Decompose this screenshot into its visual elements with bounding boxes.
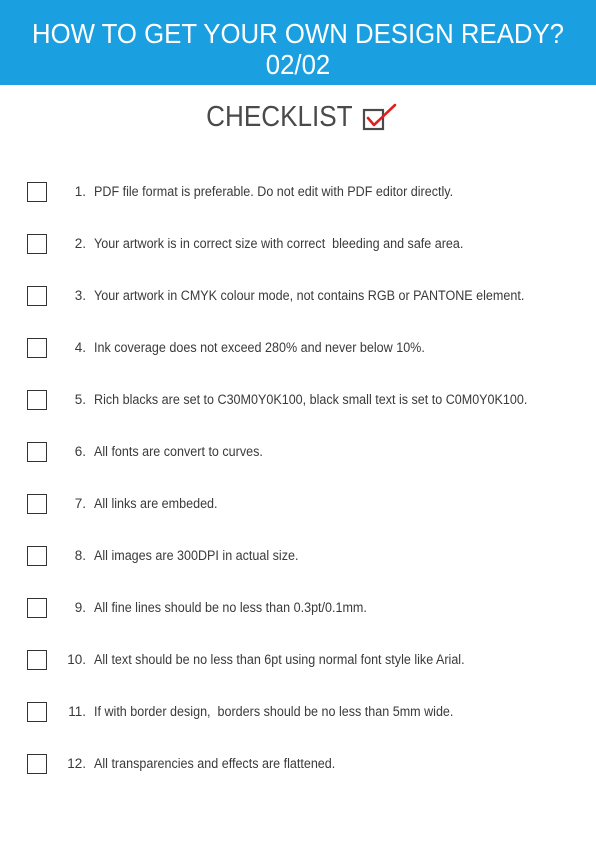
checklist-item (0, 478, 596, 530)
checklist-item (0, 218, 596, 270)
item-number: 3. (74, 288, 86, 303)
item-number: 2. (74, 236, 86, 251)
checklist-item (0, 426, 596, 478)
checkbox-checkmark-icon (362, 102, 398, 132)
item-text: PDF file format is preferable. Do not edit with PDF editor directly. (94, 184, 454, 199)
item-text: Rich blacks are set to C30M0Y0K100, black small text is set to C0M0Y0K100. (94, 392, 528, 407)
checkbox[interactable] (27, 702, 47, 722)
item-number: 12. (67, 756, 86, 771)
checklist-item (0, 738, 596, 790)
checkbox[interactable] (27, 182, 47, 202)
checkbox[interactable] (27, 442, 47, 462)
checklist-title: CHECKLIST (205, 101, 353, 134)
checkbox[interactable] (27, 650, 47, 670)
checkbox[interactable] (27, 338, 47, 358)
checkbox[interactable] (27, 598, 47, 618)
checklist-item (0, 582, 596, 634)
checklist-item (0, 374, 596, 426)
item-number: 5. (74, 392, 86, 407)
item-text: All links are embeded. (94, 496, 218, 511)
checklist-heading (0, 98, 596, 135)
checklist-item (0, 322, 596, 374)
item-number: 10. (67, 652, 86, 667)
item-number: 7. (74, 496, 86, 511)
checkbox[interactable] (27, 286, 47, 306)
item-number: 11. (68, 704, 86, 719)
item-number: 9. (74, 600, 86, 615)
header-title: HOW TO GET YOUR OWN DESIGN READY? (32, 18, 564, 49)
checkbox[interactable] (27, 390, 47, 410)
item-number: 8. (74, 548, 86, 563)
item-text: Ink coverage does not exceed 280% and never below 10%. (94, 340, 425, 355)
checkbox[interactable] (27, 754, 47, 774)
checklist-item (0, 166, 596, 218)
checklist-item (0, 686, 596, 738)
page-header (0, 0, 596, 85)
item-text: Your artwork in CMYK colour mode, not contains RGB or PANTONE element. (94, 288, 525, 303)
checkbox[interactable] (27, 234, 47, 254)
item-text: All transparencies and effects are flattened. (94, 756, 336, 771)
item-text: Your artwork is in correct size with correct bleeding and safe area. (94, 236, 464, 251)
header-page-number: 02/02 (265, 49, 331, 80)
checklist-item (0, 270, 596, 322)
checklist-item (0, 634, 596, 686)
item-text: If with border design, borders should be no less than 5mm wide. (94, 704, 454, 719)
item-text: All fonts are convert to curves. (94, 444, 263, 459)
checklist-item (0, 530, 596, 582)
checkbox[interactable] (27, 494, 47, 514)
item-text: All fine lines should be no less than 0.3pt/0.1mm. (94, 600, 367, 615)
item-text: All text should be no less than 6pt using normal font style like Arial. (94, 652, 465, 667)
item-number: 4. (74, 340, 86, 355)
item-number: 6. (74, 444, 86, 459)
checkbox[interactable] (27, 546, 47, 566)
item-number: 1. (74, 184, 86, 199)
item-text: All images are 300DPI in actual size. (94, 548, 299, 563)
